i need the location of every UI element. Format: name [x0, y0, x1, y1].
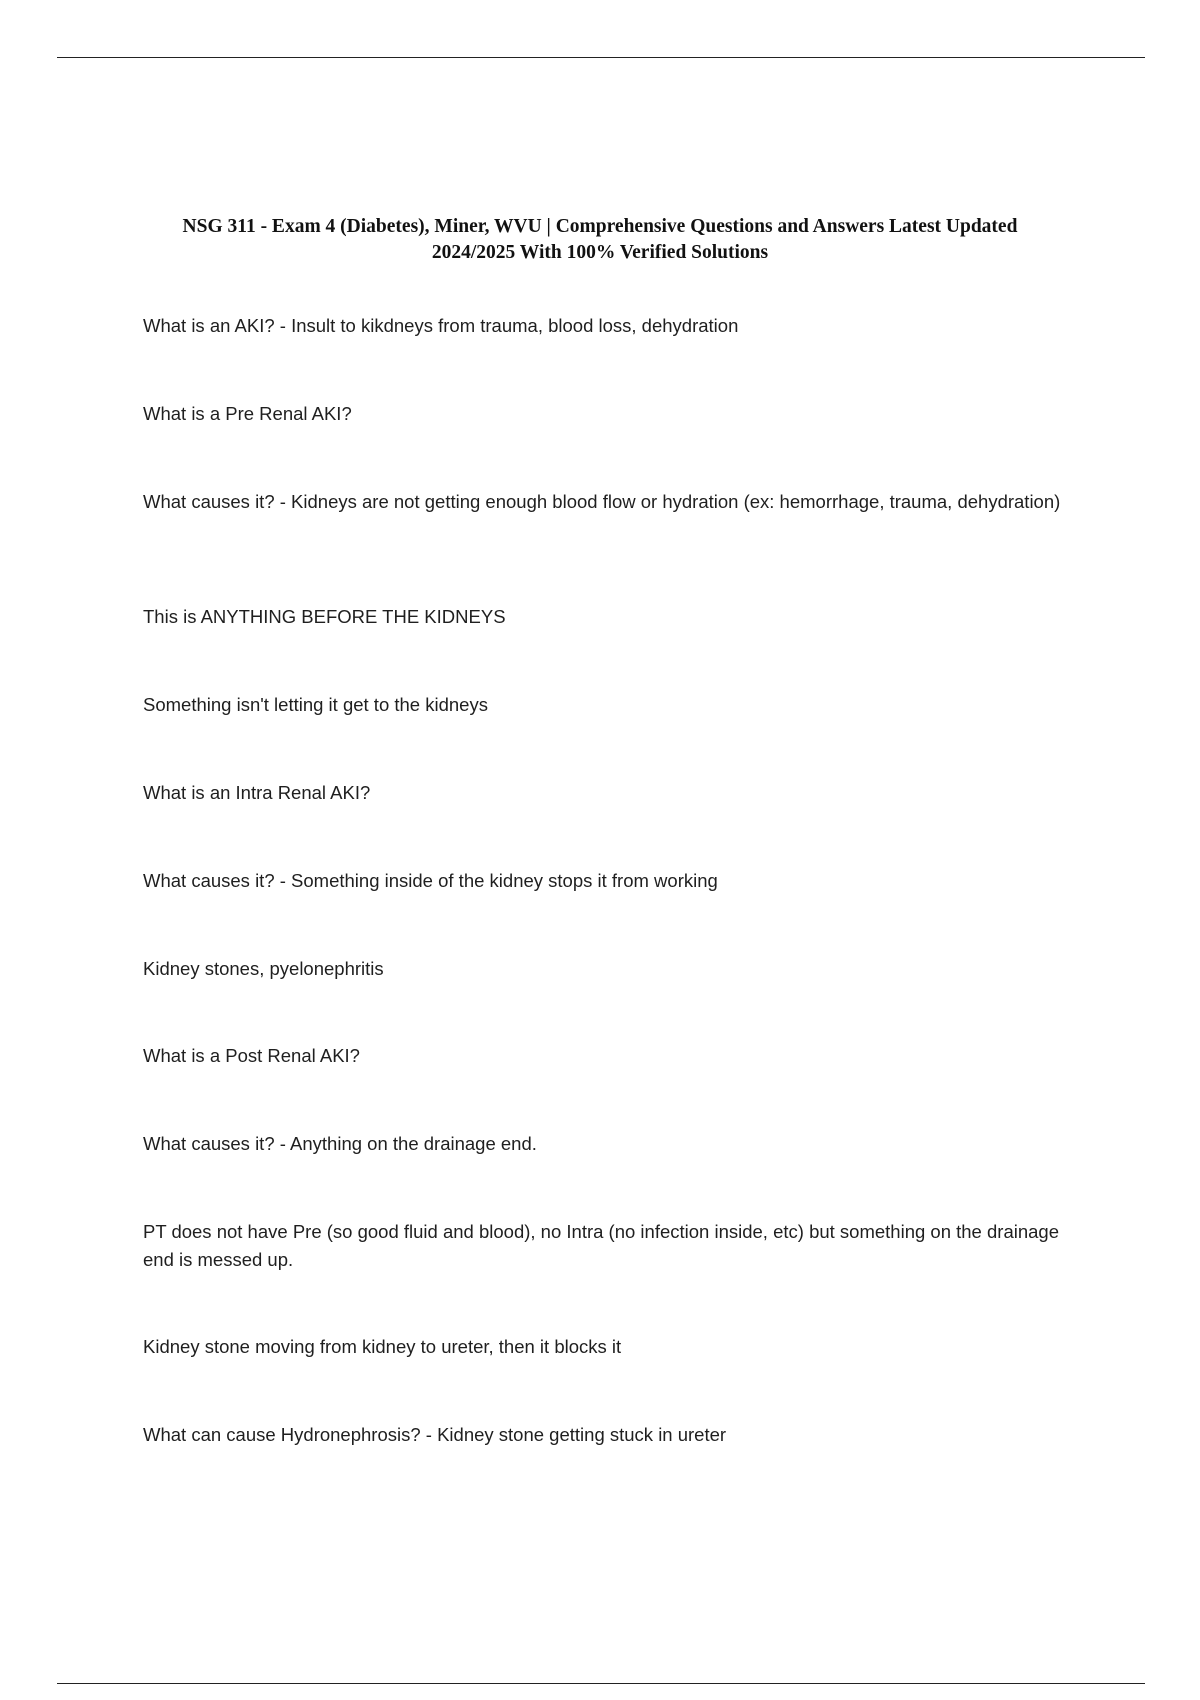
document-title: NSG 311 - Exam 4 (Diabetes), Miner, WVU | Comprehensive Questions and Answers Latest Updated 2024/2025 With 100% Verified Solutions [182, 216, 1018, 263]
qa-entry: PT does not have Pre (so good fluid and blood), no Intra (no infection inside, etc) but something on the drainage end is messed up. [143, 1221, 1059, 1270]
qa-entry: Kidney stones, pyelonephritis [143, 958, 384, 979]
qa-entry: What causes it? - Kidneys are not getting enough blood flow or hydration (ex: hemorrhage, trauma, dehydration) [143, 491, 1061, 512]
qa-entry: Something isn't letting it get to the kidneys [143, 694, 488, 715]
bottom-divider [57, 1683, 1145, 1684]
qa-entry: What causes it? - Anything on the drainage end. [143, 1133, 537, 1154]
qa-entry: What causes it? - Something inside of the kidney stops it from working [143, 870, 718, 891]
qa-entry: What can cause Hydronephrosis? - Kidney stone getting stuck in ureter [143, 1424, 727, 1445]
qa-entry: Kidney stone moving from kidney to ureter, then it blocks it [143, 1336, 622, 1357]
qa-entry: What is a Pre Renal AKI? [143, 403, 352, 424]
qa-entry: This is ANYTHING BEFORE THE KIDNEYS [143, 606, 506, 627]
qa-entry: What is an AKI? - Insult to kikdneys from trauma, blood loss, dehydration [143, 315, 739, 336]
top-divider [57, 57, 1145, 58]
qa-entry: What is a Post Renal AKI? [143, 1045, 360, 1066]
qa-entry: What is an Intra Renal AKI? [143, 782, 371, 803]
